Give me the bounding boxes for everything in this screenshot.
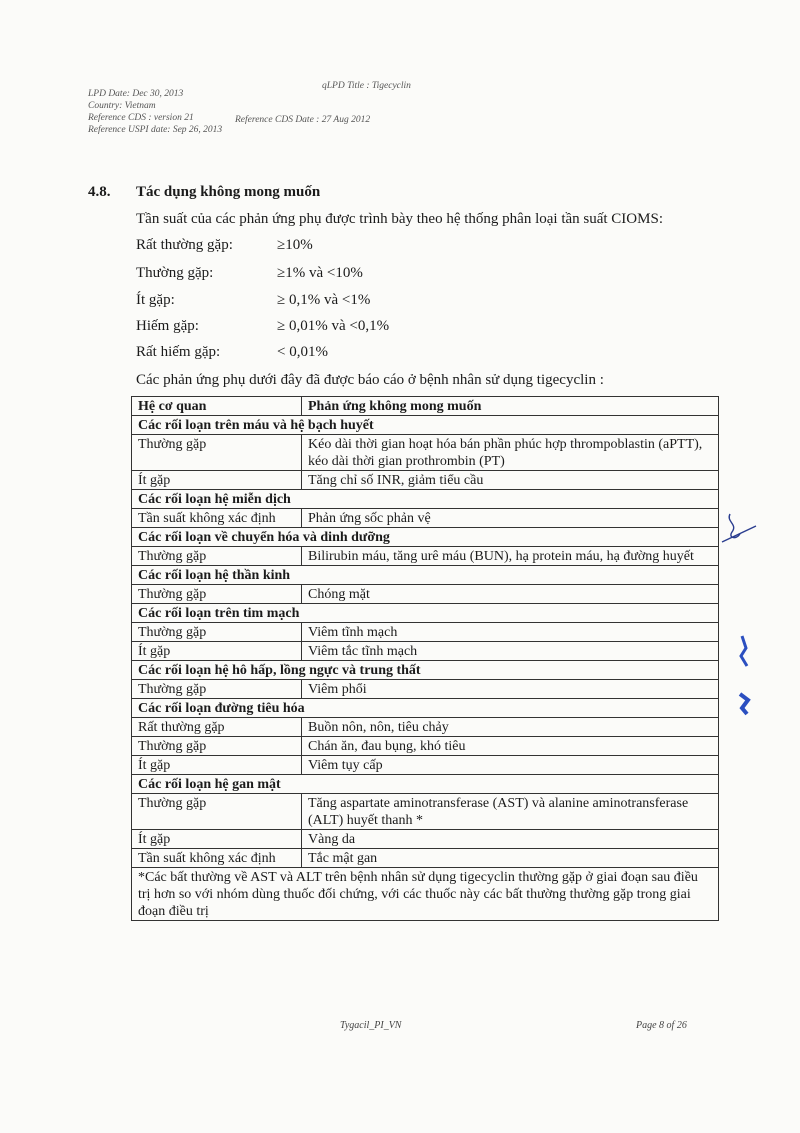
group-title: Các rối loạn hệ hô hấp, lồng ngực và trung thất bbox=[132, 661, 719, 680]
reference-cds: Reference CDS : version 21 bbox=[88, 113, 194, 123]
section-heading bbox=[88, 184, 320, 201]
table-row bbox=[132, 794, 719, 830]
group-title: Các rối loạn hệ miễn dịch bbox=[132, 490, 719, 509]
reaction-cell: Viêm tĩnh mạch bbox=[302, 623, 719, 642]
reaction-cell: Chán ăn, đau bụng, khó tiêu bbox=[302, 737, 719, 756]
header-meta bbox=[88, 88, 222, 136]
group-title: Các rối loạn hệ gan mật bbox=[132, 775, 719, 794]
table-row bbox=[132, 623, 719, 642]
frequency-cell: Thường gặp bbox=[132, 737, 302, 756]
reaction-cell: Viêm tắc tĩnh mạch bbox=[302, 642, 719, 661]
table-row bbox=[132, 547, 719, 566]
table-header-row bbox=[132, 397, 719, 416]
group-row bbox=[132, 566, 719, 585]
frequency-cell: Thường gặp bbox=[132, 623, 302, 642]
table-row bbox=[132, 680, 719, 699]
reaction-cell: Buồn nôn, nôn, tiêu chảy bbox=[302, 718, 719, 737]
frequency-value: ≥1% và <10% bbox=[277, 265, 363, 281]
frequency-value: ≥ 0,01% và <0,1% bbox=[277, 318, 390, 334]
lpd-date: LPD Date: Dec 30, 2013 bbox=[88, 89, 184, 99]
reaction-cell: Bilirubin máu, tăng urê máu (BUN), hạ protein máu, hạ đường huyết bbox=[302, 547, 719, 566]
group-title: Các rối loạn về chuyển hóa và dinh dưỡng bbox=[132, 528, 719, 547]
reaction-cell: Vàng da bbox=[302, 830, 719, 849]
frequency-cell: Tần suất không xác định bbox=[132, 509, 302, 528]
frequency-row bbox=[136, 318, 389, 335]
table-intro-text: Các phản ứng phụ dưới đây đã được báo cáo ở bệnh nhân sử dụng tigecyclin : bbox=[136, 372, 604, 388]
footer-document-id: Tygacil_PI_VN bbox=[340, 1020, 402, 1031]
country: Country: Vietnam bbox=[88, 101, 156, 111]
frequency-label: Rất hiếm gặp: bbox=[136, 344, 221, 360]
table-row bbox=[132, 830, 719, 849]
frequency-cell: Tần suất không xác định bbox=[132, 849, 302, 868]
table-row bbox=[132, 849, 719, 868]
stamp-fragment-mark bbox=[732, 630, 762, 720]
group-row bbox=[132, 775, 719, 794]
group-title: Các rối loạn trên máu và hệ bạch huyết bbox=[132, 416, 719, 435]
group-row bbox=[132, 604, 719, 623]
frequency-label: Thường gặp: bbox=[136, 265, 214, 281]
group-row bbox=[132, 416, 719, 435]
column-header-organ-system: Hệ cơ quan bbox=[132, 397, 302, 416]
frequency-cell: Thường gặp bbox=[132, 547, 302, 566]
table-footnote: *Các bất thường về AST và ALT trên bệnh nhân sử dụng tigecyclin thường gặp ở giai đoạn sau điều trị hơn so với nhóm dùng thuốc đối chứng, với các thuốc này các bất thường thường gặp trong giai đoạn điều trị bbox=[132, 868, 719, 921]
frequency-row bbox=[136, 344, 328, 361]
document-title: qLPD Title : Tigecyclin bbox=[322, 81, 411, 91]
section-number: 4.8. bbox=[88, 184, 111, 200]
group-row bbox=[132, 490, 719, 509]
reaction-cell: Viêm tụy cấp bbox=[302, 756, 719, 775]
footer-page-number: Page 8 of 26 bbox=[636, 1020, 687, 1031]
frequency-cell: Thường gặp bbox=[132, 435, 302, 471]
frequency-cell: Thường gặp bbox=[132, 680, 302, 699]
reference-cds-date: Reference CDS Date : 27 Aug 2012 bbox=[235, 115, 371, 125]
reaction-cell: Phản ứng sốc phản vệ bbox=[302, 509, 719, 528]
section-title: Tác dụng không mong muốn bbox=[136, 184, 321, 200]
frequency-row bbox=[136, 265, 363, 282]
frequency-cell: Ít gặp bbox=[132, 642, 302, 661]
handwritten-initials-mark bbox=[716, 508, 760, 548]
frequency-cell: Thường gặp bbox=[132, 585, 302, 604]
footnote-row bbox=[132, 868, 719, 921]
frequency-row bbox=[136, 237, 313, 254]
column-header-reaction: Phản ứng không mong muốn bbox=[302, 397, 719, 416]
reaction-cell: Chóng mặt bbox=[302, 585, 719, 604]
reaction-cell: Tăng aspartate aminotransferase (AST) và alanine aminotransferase (ALT) huyết thanh * bbox=[302, 794, 719, 830]
table-row bbox=[132, 642, 719, 661]
reaction-cell: Tăng chỉ số INR, giảm tiểu cầu bbox=[302, 471, 719, 490]
frequency-cell: Thường gặp bbox=[132, 794, 302, 830]
frequency-label: Ít gặp: bbox=[136, 292, 175, 308]
frequency-row bbox=[136, 292, 370, 309]
reaction-cell: Viêm phổi bbox=[302, 680, 719, 699]
frequency-value: < 0,01% bbox=[277, 344, 328, 360]
frequency-label: Hiếm gặp: bbox=[136, 318, 199, 334]
frequency-cell: Rất thường gặp bbox=[132, 718, 302, 737]
table-row bbox=[132, 737, 719, 756]
frequency-cell: Ít gặp bbox=[132, 471, 302, 490]
table-row bbox=[132, 756, 719, 775]
frequency-label: Rất thường gặp: bbox=[136, 237, 233, 253]
reaction-cell: Tắc mật gan bbox=[302, 849, 719, 868]
group-row bbox=[132, 528, 719, 547]
frequency-value: ≥ 0,1% và <1% bbox=[277, 292, 371, 308]
frequency-cell: Ít gặp bbox=[132, 756, 302, 775]
table-row bbox=[132, 585, 719, 604]
group-title: Các rối loạn hệ thần kinh bbox=[132, 566, 719, 585]
intro-text: Tần suất của các phản ứng phụ được trình bày theo hệ thống phân loại tần suất CIOMS: bbox=[136, 211, 663, 227]
frequency-cell: Ít gặp bbox=[132, 830, 302, 849]
table-row bbox=[132, 471, 719, 490]
group-title: Các rối loạn đường tiêu hóa bbox=[132, 699, 719, 718]
reference-uspi-date: Reference USPI date: Sep 26, 2013 bbox=[88, 125, 223, 135]
reaction-cell: Kéo dài thời gian hoạt hóa bán phần phúc hợp thrompoblastin (aPTT), kéo dài thời gian prothrombin (PT) bbox=[302, 435, 719, 471]
group-row bbox=[132, 661, 719, 680]
table-row bbox=[132, 718, 719, 737]
frequency-value: ≥10% bbox=[277, 237, 313, 253]
group-title: Các rối loạn trên tim mạch bbox=[132, 604, 719, 623]
group-row bbox=[132, 699, 719, 718]
table-row bbox=[132, 435, 719, 471]
adverse-reactions-table bbox=[131, 396, 719, 921]
table-row bbox=[132, 509, 719, 528]
